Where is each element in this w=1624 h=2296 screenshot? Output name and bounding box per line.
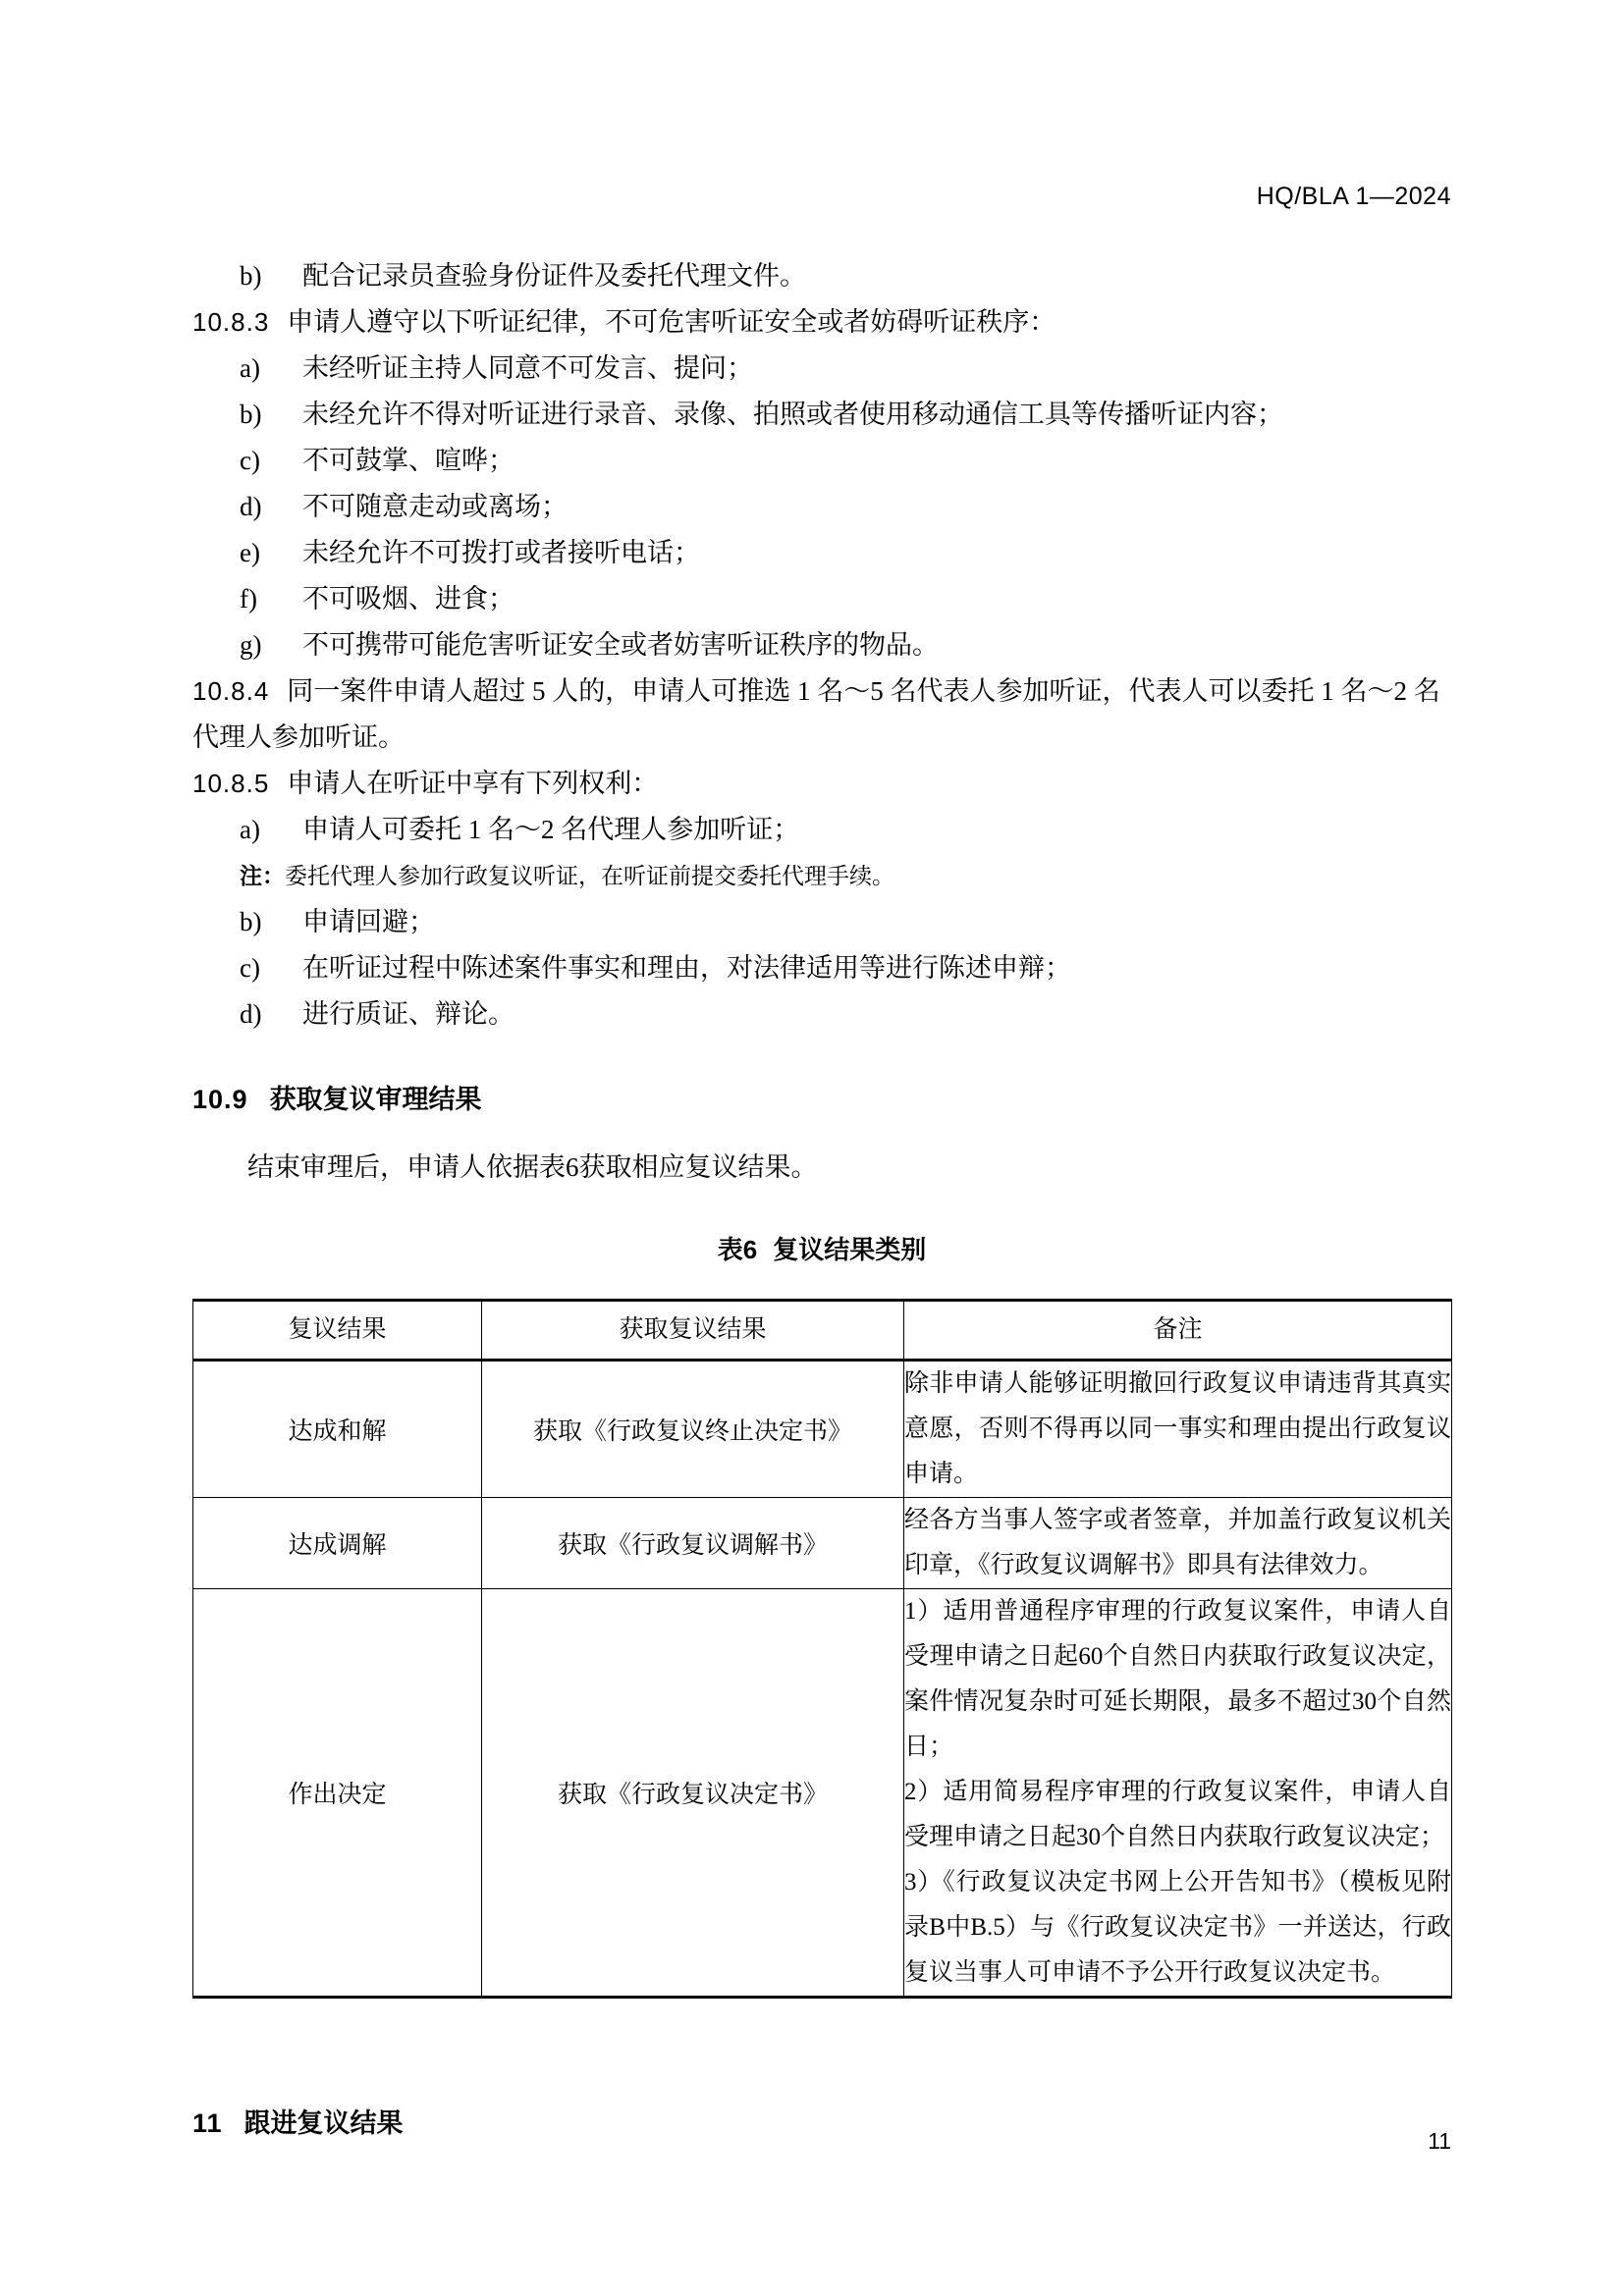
list-item	[192, 945, 1451, 991]
table-caption	[192, 1230, 1451, 1269]
list-item	[192, 484, 1451, 530]
cell-result: 达成调解	[193, 1498, 482, 1589]
list-item	[192, 622, 1451, 668]
column-header-remark: 备注	[904, 1301, 1452, 1361]
list-item	[192, 807, 1451, 853]
clause-text: 申请人遵守以下听证纪律，不可危害听证安全或者妨碍听证秩序：	[287, 307, 1056, 337]
cell-result: 作出决定	[193, 1589, 482, 1998]
remark-paragraph: 3）《行政复议决定书网上公开告知书》（模板见附录B中B.5）与《行政复议决定书》一并送达，行政复议当事人可申请不予公开行政复议决定书。	[904, 1869, 1451, 1986]
clause-number: 10.8.5	[192, 769, 270, 798]
section-heading-11	[192, 2101, 1451, 2147]
list-item-label: b)	[240, 907, 262, 936]
list-item-label: d)	[240, 492, 262, 521]
cell-remark	[904, 1498, 1452, 1589]
list-item-label: a)	[240, 353, 260, 383]
list-item-text: 申请人可委托 1 名～2 名代理人参加听证；	[302, 815, 800, 844]
list-item	[192, 346, 1451, 392]
list-item-text: 不可携带可能危害听证安全或者妨害听证秩序的物品。	[302, 630, 939, 660]
list-item-text: 不可鼓掌、喧哗；	[302, 446, 514, 475]
list-item	[192, 530, 1451, 576]
list-item-text: 不可吸烟、进食；	[302, 584, 514, 614]
list-item-text: 未经允许不可拨打或者接听电话；	[302, 538, 700, 567]
list-item	[192, 991, 1451, 1038]
remark-paragraph: 1）适用普通程序审理的行政复议案件，申请人自受理申请之日起60个自然日内获取行政复议决定，案件情况复杂时可延长期限，最多不超过30个自然日；	[904, 1598, 1451, 1760]
review-result-table	[192, 1299, 1452, 1999]
clause-text: 同一案件申请人超过 5 人的，申请人可推选 1 名～5 名代表人参加听证，代表人可以委托 1 名～2 名代理人参加听证。	[192, 676, 1440, 752]
list-item-label: c)	[240, 953, 260, 983]
clause-10-8-5	[192, 761, 1451, 807]
remark-paragraph: 2）适用简易程序审理的行政复议案件，申请人自受理申请之日起30个自然日内获取行政复议决定；	[904, 1779, 1451, 1850]
list-item	[192, 438, 1451, 484]
list-item-text: 在听证过程中陈述案件事实和理由，对法律适用等进行陈述申辩；	[302, 953, 1071, 983]
list-item-label: f)	[240, 584, 257, 614]
cell-obtain: 获取《行政复议调解书》	[482, 1498, 904, 1589]
clause-10-8-3	[192, 299, 1451, 346]
list-item-label: e)	[240, 538, 260, 567]
section-10-9-paragraph: 结束审理后，申请人依据表6获取相应复议结果。	[247, 1152, 818, 1182]
page-content-area	[192, 0, 1451, 2296]
section-number: 10.9	[192, 1085, 248, 1114]
cell-obtain: 获取《行政复议决定书》	[482, 1589, 904, 1998]
list-item-label: a)	[240, 815, 260, 844]
table-caption-number: 表6	[717, 1235, 758, 1264]
cell-remark	[904, 1589, 1452, 1998]
column-header-result: 复议结果	[193, 1301, 482, 1361]
remark-paragraph: 除非申请人能够证明撤回行政复议申请违背其真实意愿，否则不得再以同一事实和理由提出行政复议申请。	[904, 1370, 1451, 1487]
list-item-label: b)	[240, 261, 262, 291]
page-number: 11	[1428, 2128, 1451, 2154]
cell-result: 达成和解	[193, 1361, 482, 1498]
list-item-text: 未经允许不得对听证进行录音、录像、拍照或者使用移动通信工具等传播听证内容；	[302, 400, 1283, 429]
clause-number: 10.8.4	[192, 676, 270, 706]
section-title: 跟进复议结果	[244, 2109, 404, 2138]
section-title: 获取复议审理结果	[269, 1085, 482, 1114]
clause-number: 10.8.3	[192, 307, 270, 337]
table-row	[193, 1589, 1452, 1998]
list-item-label: g)	[240, 630, 262, 660]
note-line	[192, 853, 1451, 899]
list-item-text: 不可随意走动或离场；	[302, 492, 568, 521]
column-header-obtain: 获取复议结果	[482, 1301, 904, 1361]
table-header-row	[193, 1301, 1452, 1361]
list-item-label: b)	[240, 400, 262, 429]
list-item	[192, 392, 1451, 438]
list-item-label: c)	[240, 446, 260, 475]
table-row	[193, 1498, 1452, 1589]
table-caption-title: 复议结果类别	[773, 1235, 927, 1264]
section-heading-10-9	[192, 1077, 1451, 1123]
note-text: 委托代理人参加行政复议听证，在听证前提交委托代理手续。	[285, 864, 894, 888]
note-label: 注：	[240, 864, 285, 888]
list-item	[192, 899, 1451, 945]
table-row	[193, 1361, 1452, 1498]
cell-obtain: 获取《行政复议终止决定书》	[482, 1361, 904, 1498]
clause-10-8-4	[192, 668, 1451, 761]
clause-text: 申请人在听证中享有下列权利：	[287, 769, 659, 798]
section-number: 11	[192, 2109, 223, 2138]
cell-remark	[904, 1361, 1452, 1498]
running-header: HQ/BLA 1—2024	[1256, 183, 1451, 210]
list-item-label: d)	[240, 999, 262, 1029]
document-body	[192, 253, 1451, 2147]
list-item-text: 配合记录员查验身份证件及委托代理文件。	[302, 261, 806, 291]
list-item-text: 进行质证、辩论。	[302, 999, 514, 1029]
remark-paragraph: 经各方当事人签字或者签章，并加盖行政复议机关印章，《行政复议调解书》即具有法律效力。	[904, 1507, 1451, 1578]
list-item-text: 申请回避；	[302, 907, 435, 936]
list-item	[192, 576, 1451, 622]
list-item	[192, 253, 1451, 299]
list-item-text: 未经听证主持人同意不可发言、提问；	[302, 353, 753, 383]
